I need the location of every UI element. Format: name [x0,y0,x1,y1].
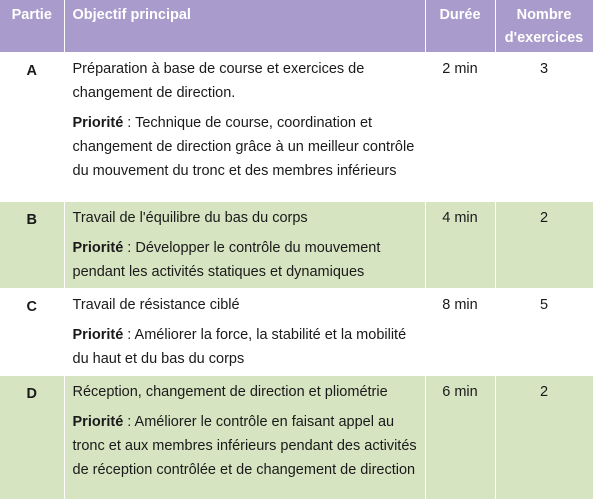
row-nombre: 3 [495,53,593,202]
table-row [0,289,593,376]
priority-label: Priorité [72,327,124,343]
header-objectif: Objectif principal [64,0,425,53]
row-partie: B [0,202,64,289]
row-nombre: 5 [495,289,593,376]
header-duree: Durée [425,0,495,53]
priority-label: Priorité [72,414,124,430]
row-priorite [73,323,419,371]
header-nombre [495,0,593,53]
row-partie: A [0,53,64,202]
row-objectif: Travail de l'équilibre du bas du corps [72,210,308,226]
row-objectif-cell [64,376,425,500]
row-nombre: 2 [495,376,593,500]
row-nombre: 2 [495,202,593,289]
priority-label: Priorité [72,240,124,256]
priority-text: : Développer le contrôle du mouvement pendant les activités statiques et dynamiques [72,240,381,280]
row-objectif-cell [64,53,425,202]
header-nombre-line2: d'exercices [504,30,584,46]
row-objectif: Préparation à base de course et exercices de changement de direction. [72,61,365,101]
priority-text: : Technique de course, coordination et changement de direction grâce à un meilleur contrôle du mouvement du tronc et des membres inférieurs [72,115,415,179]
row-objectif-cell [64,202,425,289]
row-priorite [73,236,419,284]
row-partie: D [0,376,64,500]
row-duree: 6 min [425,376,495,500]
row-priorite [73,111,419,183]
table-row [0,376,593,500]
row-objectif: Réception, changement de direction et pliométrie [72,384,388,400]
header-partie: Partie [0,0,64,53]
table-row [0,53,593,202]
row-duree: 2 min [425,53,495,202]
priority-text: : Améliorer le contrôle en faisant appel au tronc et aux membres inférieurs pendant des activités de réception contrôlée et de changement de direction [72,414,417,478]
row-partie: C [0,289,64,376]
priority-text: : Améliorer la force, la stabilité et la mobilité du haut et du bas du corps [72,327,407,367]
row-priorite [73,410,419,482]
row-objectif-cell [64,289,425,376]
header-nombre-line1: Nombre [516,7,572,23]
row-objectif: Travail de résistance ciblé [72,297,240,313]
table-row [0,202,593,289]
table-header-row [0,0,593,53]
priority-label: Priorité [72,115,124,131]
row-duree: 4 min [425,202,495,289]
row-duree: 8 min [425,289,495,376]
